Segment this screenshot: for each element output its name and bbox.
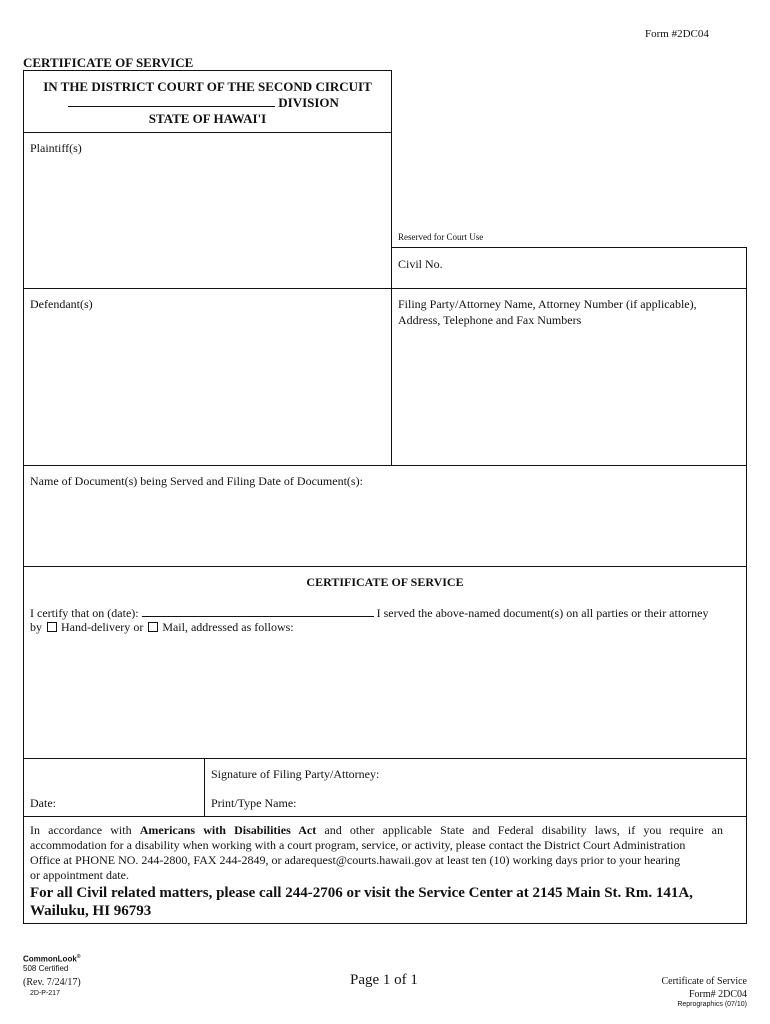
footer-reprographics: Reprographics (07/10) [677,1001,747,1008]
signature-divider [204,758,205,816]
documents-served-field[interactable] [24,490,744,564]
filing-party-field[interactable] [392,330,744,463]
filing-party-label-line1: Filing Party/Attorney Name, Attorney Number (if applicable), [398,297,697,311]
service-date-blank[interactable] [142,605,374,617]
signature-label: Signature of Filing Party/Attorney: [211,767,380,781]
mail-label: Mail, addressed as follows: [162,620,294,634]
ada-notice-line1: In accordance with Americans with Disabilities Act and other applicable State and Federal disability laws, if you require an [30,823,723,837]
ada-notice-line2: accommodation for a disability when working with a court program, service, or activity, please contact the District Court Administration [30,838,686,852]
division-blank[interactable] [68,95,275,107]
date-field[interactable] [62,790,200,812]
document-title: CERTIFICATE OF SERVICE [23,55,194,70]
reserved-label: Reserved for Court Use [398,232,484,242]
delivery-method-line [30,620,294,635]
frame-right-lower [746,247,747,924]
court-name: IN THE DISTRICT COURT OF THE SECOND CIRCUIT [43,79,372,94]
form-number: Form #2DC04 [645,28,709,40]
certify-suffix: I served the above-named document(s) on all parties or their attorney [376,606,709,620]
row-line-documents [23,465,747,466]
filing-party-label-line2: Address, Telephone and Fax Numbers [398,313,582,327]
ada-notice-line3: Office at PHONE NO. 244-2800, FAX 244-2849, or adarequest@courts.hawaii.gov at least ten (10) working days prior to your hearing [30,853,681,867]
defendants-label: Defendant(s) [30,297,93,311]
print-name-field[interactable] [306,790,742,812]
revision-date: (Rev. 7/24/17) [23,977,81,988]
or-text: or [133,620,144,634]
civil-notice-line2: Wailuku, HI 96793 [30,903,152,919]
certificate-heading: CERTIFICATE OF SERVICE [306,575,464,589]
frame-bottom [23,923,747,924]
addresses-field[interactable] [24,638,744,756]
plaintiffs-label: Plaintiff(s) [30,141,82,155]
footer-form-number: Form# 2DC04 [688,989,747,1000]
form-code: 2D-P-217 [30,990,60,997]
print-name-label: Print/Type Name: [211,796,297,810]
state-name: STATE OF HAWAI'I [148,111,267,126]
plaintiffs-field[interactable] [24,157,390,287]
civil-no-top-line [391,247,747,248]
commonlook-logo: CommonLook® [23,954,81,964]
civil-notice-line1: For all Civil related matters, please call 244-2706 or visit the Service Center at 2145 Main St. Rm. 141A, [30,885,693,901]
by-text: by [30,620,42,634]
signature-field[interactable] [392,762,742,784]
division-label: DIVISION [278,95,339,110]
certify-line [30,605,709,621]
certify-prefix: I certify that on (date): [30,606,139,620]
hand-delivery-checkbox[interactable] [47,622,57,632]
defendants-field[interactable] [24,313,390,463]
division-line [68,95,339,111]
certified-508-label: 508 Certified [23,964,69,973]
row-line-certificate [23,566,747,567]
hand-delivery-label: Hand-delivery [61,620,131,634]
footer-doc-title: Certificate of Service [661,976,747,987]
documents-served-label: Name of Document(s) being Served and Filing Date of Document(s): [30,474,363,488]
ada-notice-line4: or appointment date. [30,868,129,882]
civil-no-field[interactable] [450,250,742,284]
ada-act-name: Americans with Disabilities Act [139,823,317,837]
civil-no-label: Civil No. [398,257,443,271]
mail-checkbox[interactable] [148,622,158,632]
page-number: Page 1 of 1 [350,972,418,988]
row-line-ada [23,816,747,817]
row-line-signature [23,758,747,759]
row-line-defendants [23,288,747,289]
date-label: Date: [30,796,56,810]
